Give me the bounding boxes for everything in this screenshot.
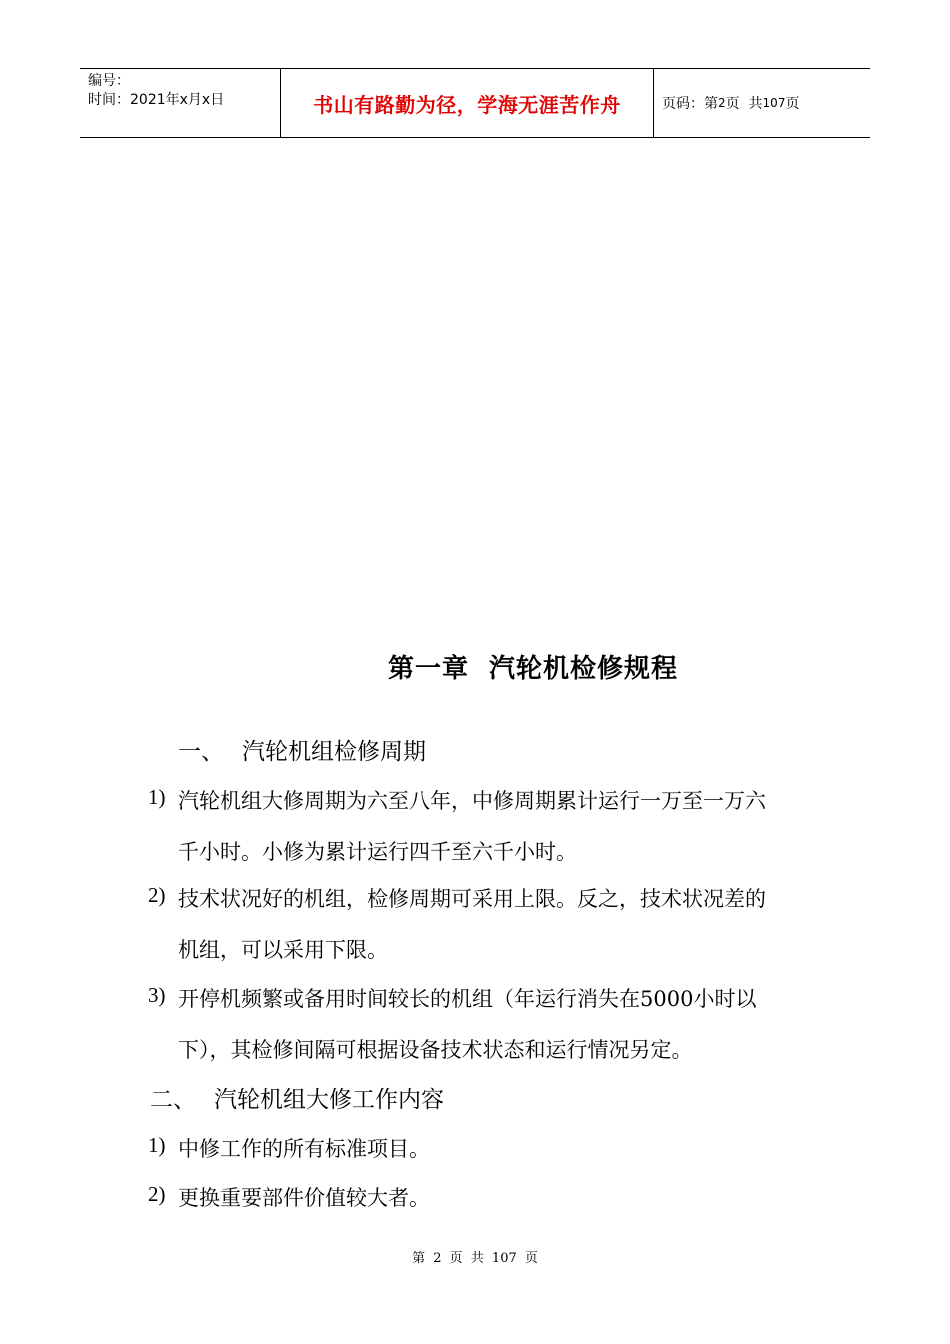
list-item-text-line: 机组，可以采用下限。 bbox=[178, 938, 388, 962]
chapter-title: 第一章 汽轮机检修规程 bbox=[387, 654, 679, 684]
list-item-index: 1) bbox=[148, 1133, 166, 1157]
section-number: 二、 bbox=[150, 1087, 196, 1113]
page-total: 107 bbox=[762, 96, 786, 110]
section-number: 一、 bbox=[178, 739, 224, 765]
page-suffix: 页 bbox=[785, 96, 800, 112]
list-item-text-line: 更换重要部件价值较大者。 bbox=[178, 1186, 430, 1210]
list-item-text-line: 开停机频繁或备用时间较长的机组（年运行消失在5000小时以 bbox=[178, 987, 757, 1011]
list-item-index: 2) bbox=[148, 883, 166, 907]
header-motto: 书山有路勤为径，学海无涯苦作舟 bbox=[281, 69, 654, 137]
page-current: 2 bbox=[718, 96, 726, 110]
page-header bbox=[80, 68, 870, 138]
document-time-label: 时间：2021年x月x日 bbox=[88, 92, 225, 108]
section-title: 汽轮机组检修周期 bbox=[242, 739, 426, 765]
header-meta bbox=[80, 69, 281, 137]
list-item-text-line: 中修工作的所有标准项目。 bbox=[178, 1137, 430, 1161]
page-prefix: 页码：第 bbox=[662, 96, 718, 112]
list-item-index: 3) bbox=[148, 983, 166, 1007]
list-item-index: 2) bbox=[148, 1182, 166, 1206]
section-heading-1 bbox=[178, 733, 426, 766]
document-number-label: 编号： bbox=[88, 73, 130, 89]
list-item-text-line: 千小时。小修为累计运行四千至六千小时。 bbox=[178, 840, 577, 864]
list-item-text-line: 技术状况好的机组，检修周期可采用上限。反之，技术状况差的 bbox=[178, 887, 766, 911]
list-item-text-line: 下），其检修间隔可根据设备技术状态和运行情况另定。 bbox=[178, 1038, 693, 1062]
section-title: 汽轮机组大修工作内容 bbox=[214, 1087, 444, 1113]
page-mid: 页 共 bbox=[725, 96, 763, 112]
section-heading-2 bbox=[150, 1081, 444, 1114]
list-item-index: 1) bbox=[148, 785, 166, 809]
list-item-text-line: 汽轮机组大修周期为六至八年，中修周期累计运行一万至一万六 bbox=[178, 789, 766, 813]
page-footer: 第 2 页 共 107 页 bbox=[412, 1251, 538, 1266]
header-page-info bbox=[654, 69, 870, 137]
